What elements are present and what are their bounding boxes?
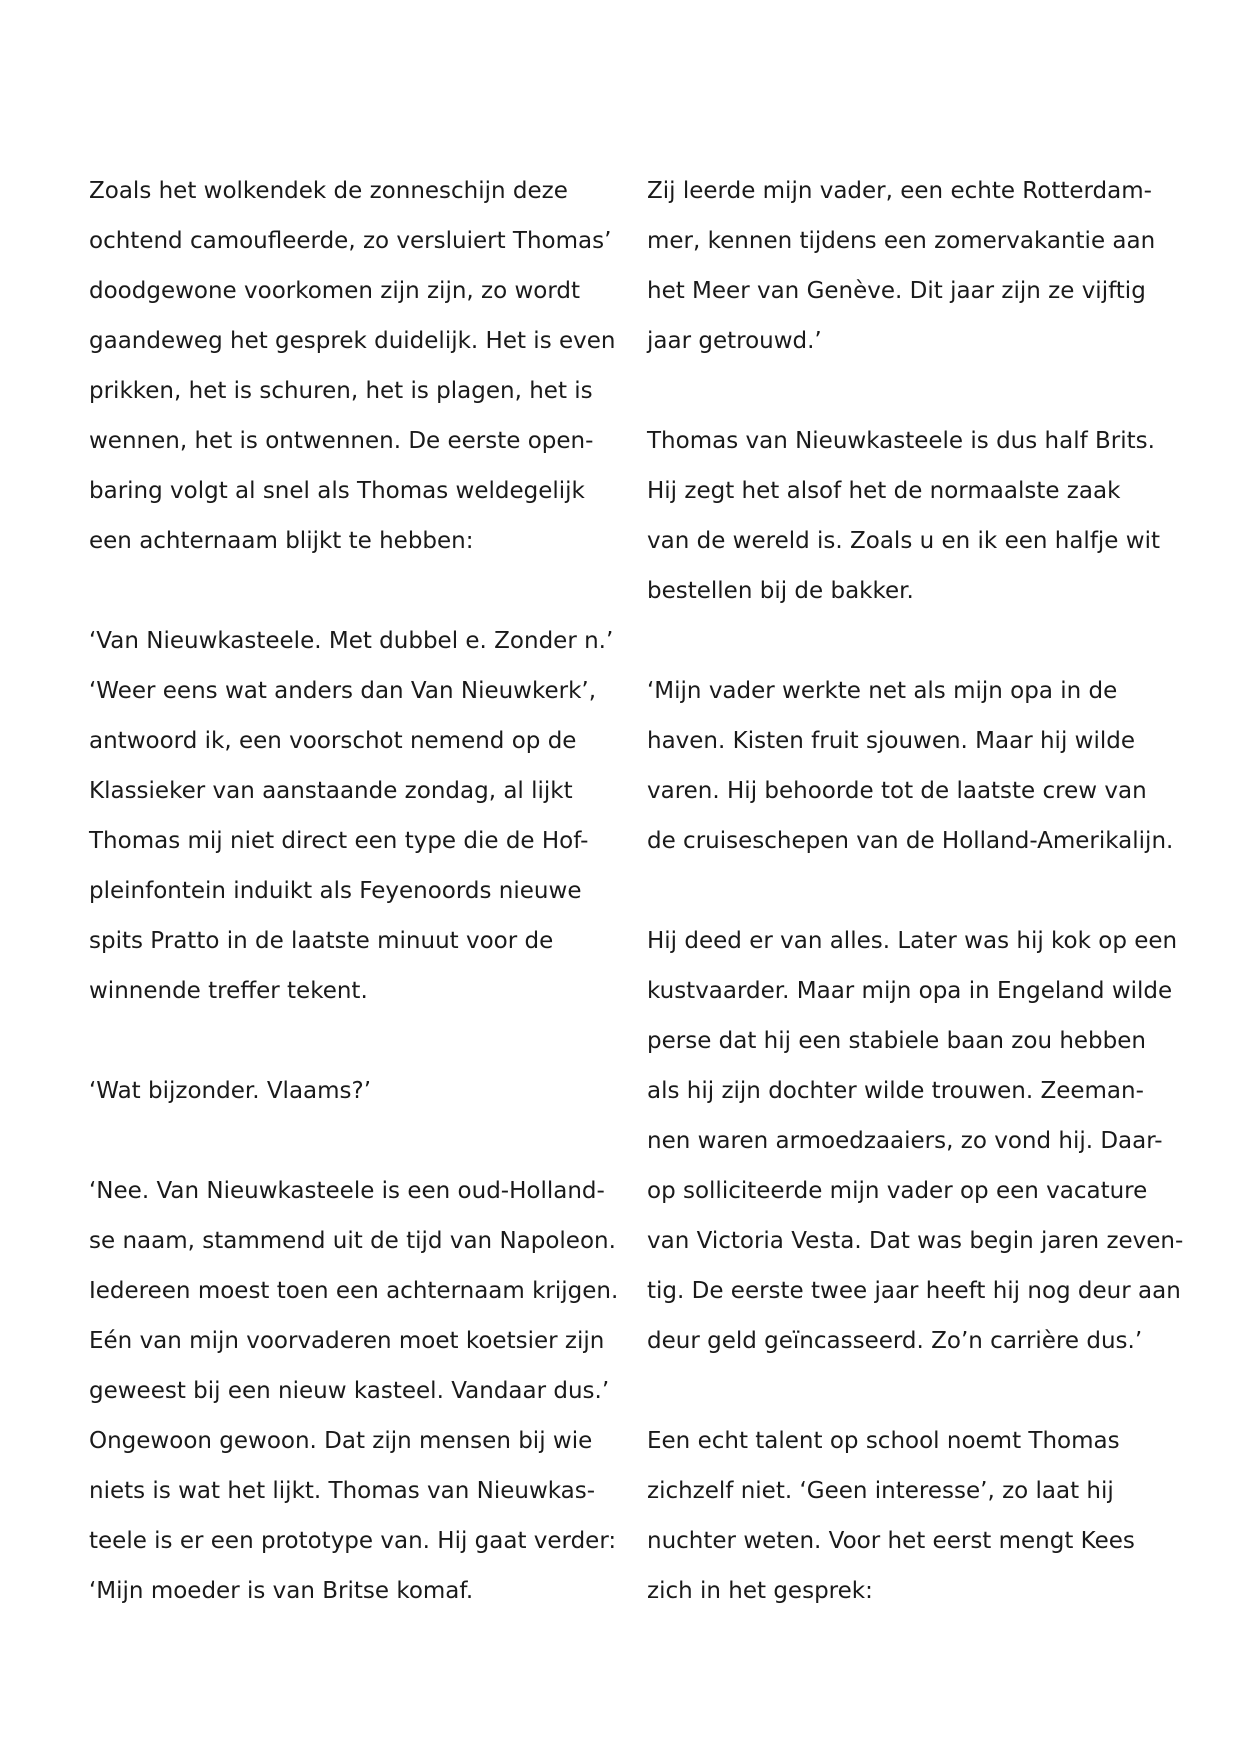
- text-line: van Victoria Vesta. Dat was begin jaren zeven-: [647, 1228, 1184, 1254]
- text-line: perse dat hij een stabiele baan zou hebben: [647, 1028, 1146, 1054]
- text-line: Zij leerde mijn vader, een echte Rotterdam-: [647, 178, 1152, 204]
- text-line: het Meer van Genève. Dit jaar zijn ze vijftig: [647, 278, 1146, 304]
- text-line: Hij zegt het alsof het de normaalste zaak: [647, 478, 1121, 504]
- text-line: Ongewoon gewoon. Dat zijn mensen bij wie: [89, 1428, 593, 1454]
- text-line: ‘Mijn moeder is van Britse komaf.: [89, 1578, 474, 1604]
- text-line: prikken, het is schuren, het is plagen, het is: [89, 378, 593, 404]
- paragraph-gap: [647, 366, 1187, 416]
- text-line: van de wereld is. Zoals u en ik een halfje wit: [647, 528, 1160, 554]
- text-line: Eén van mijn voorvaderen moet koetsier zijn: [89, 1328, 605, 1354]
- text-line: de cruiseschepen van de Holland-Amerikalijn.: [647, 828, 1174, 854]
- text-line: ‘Mijn vader werkte net als mijn opa in de: [647, 678, 1118, 704]
- text-line: zich in het gesprek:: [647, 1578, 873, 1604]
- text-line: een achternaam blijkt te hebben:: [89, 528, 474, 554]
- text-line: haven. Kisten fruit sjouwen. Maar hij wilde: [647, 728, 1135, 754]
- text-line: teele is er een prototype van. Hij gaat verder:: [89, 1528, 617, 1554]
- text-line: Iedereen moest toen een achternaam krijgen.: [89, 1278, 619, 1304]
- text-line: tig. De eerste twee jaar heeft hij nog deur aan: [647, 1278, 1181, 1304]
- text-line: op solliciteerde mijn vader op een vacature: [647, 1178, 1148, 1204]
- text-line: varen. Hij behoorde tot de laatste crew van: [647, 778, 1147, 804]
- text-line: deur geld geïncasseerd. Zo’n carrière dus.’: [647, 1328, 1143, 1354]
- paragraph-gap: [89, 566, 629, 616]
- text-line: Thomas mij niet direct een type die de Hof-: [89, 828, 589, 854]
- text-line: Een echt talent op school noemt Thomas: [647, 1428, 1120, 1454]
- text-line: doodgewone voorkomen zijn zijn, zo wordt: [89, 278, 581, 304]
- paragraph-gap: [89, 1016, 629, 1066]
- text-line: pleinfontein induikt als Feyenoords nieuwe: [89, 878, 582, 904]
- text-line: als hij zijn dochter wilde trouwen. Zeeman-: [647, 1078, 1144, 1104]
- paragraph-gap: [89, 1116, 629, 1166]
- text-line: bestellen bij de bakker.: [647, 578, 914, 604]
- text-line: zichzelf niet. ‘Geen interesse’, zo laat hij: [647, 1478, 1114, 1504]
- text-line: se naam, stammend uit de tijd van Napoleon.: [89, 1228, 616, 1254]
- text-line: Hij deed er van alles. Later was hij kok op een: [647, 928, 1178, 954]
- text-line: ‘Van Nieuwkasteele. Met dubbel e. Zonder n.’: [89, 628, 614, 654]
- text-line: ‘Nee. Van Nieuwkasteele is een oud-Holland-: [89, 1178, 605, 1204]
- text-line: Klassieker van aanstaande zondag, al lijkt: [89, 778, 573, 804]
- text-line: spits Pratto in de laatste minuut voor de: [89, 928, 554, 954]
- text-line: gaandeweg het gesprek duidelijk. Het is even: [89, 328, 616, 354]
- text-line: niets is wat het lijkt. Thomas van Nieuwkas-: [89, 1478, 596, 1504]
- text-line: Zoals het wolkendek de zonneschijn deze: [89, 178, 568, 204]
- left-text-column: [89, 166, 629, 1616]
- text-line: winnende treffer tekent.: [89, 978, 368, 1004]
- text-line: ‘Weer eens wat anders dan Van Nieuwkerk’,: [89, 678, 597, 704]
- right-text-column: [647, 166, 1187, 1616]
- text-line: geweest bij een nieuw kasteel. Vandaar dus.’: [89, 1378, 610, 1404]
- text-line: antwoord ik, een voorschot nemend op de: [89, 728, 577, 754]
- text-line: nuchter weten. Voor het eerst mengt Kees: [647, 1528, 1135, 1554]
- text-line: ochtend camoufleerde, zo versluiert Thomas’: [89, 228, 612, 254]
- text-line: baring volgt al snel als Thomas weldegelijk: [89, 478, 585, 504]
- text-line: mer, kennen tijdens een zomervakantie aan: [647, 228, 1156, 254]
- text-line: kustvaarder. Maar mijn opa in Engeland wilde: [647, 978, 1173, 1004]
- paragraph-gap: [647, 616, 1187, 666]
- text-line: ‘Wat bijzonder. Vlaams?’: [89, 1078, 372, 1104]
- text-line: wennen, het is ontwennen. De eerste open-: [89, 428, 594, 454]
- text-line: Thomas van Nieuwkasteele is dus half Brits.: [647, 428, 1155, 454]
- text-line: jaar getrouwd.’: [647, 328, 822, 354]
- text-line: nen waren armoedzaaiers, zo vond hij. Daar-: [647, 1128, 1163, 1154]
- paragraph-gap: [647, 866, 1187, 916]
- paragraph-gap: [647, 1366, 1187, 1416]
